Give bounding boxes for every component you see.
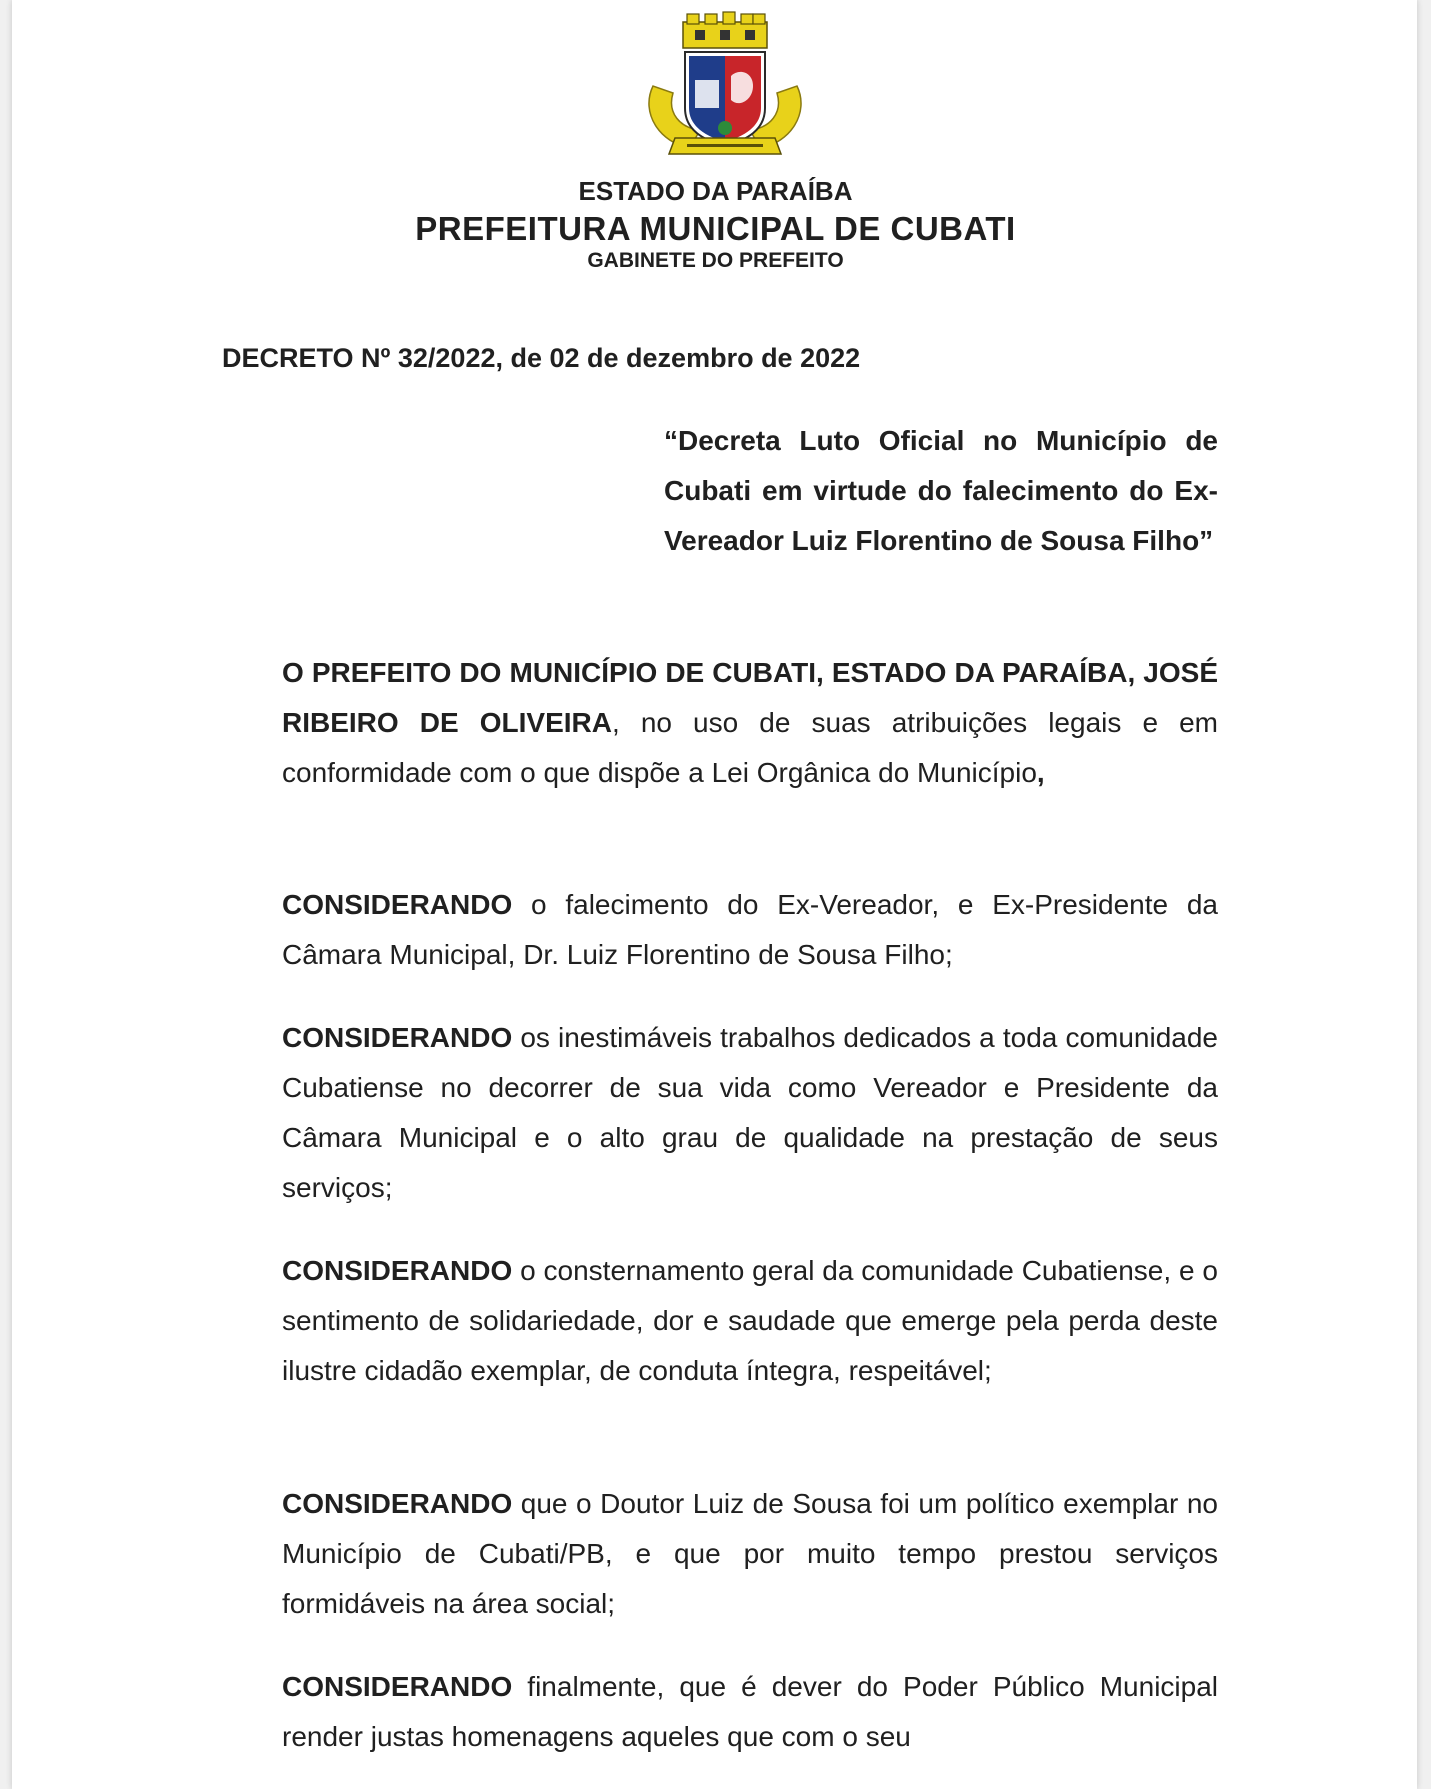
- considerando-keyword: CONSIDERANDO: [282, 1255, 513, 1286]
- considerando-text: o falecimento do Ex-Vereador, e Ex-Presidente da Câmara Municipal, Dr. Luiz Florentino de Sousa Filho;: [282, 889, 1218, 970]
- intro-end: ,: [1036, 757, 1045, 788]
- considerando-paragraph: [282, 1479, 1218, 1629]
- decree-title: DECRETO Nº 32/2022, de 02 de dezembro de 2022: [222, 343, 861, 373]
- considerando-keyword: CONSIDERANDO: [282, 1488, 513, 1519]
- decree-ementa: “Decreta Luto Oficial no Município de Cubati em virtude do falecimento do Ex-Vereador Luiz Florentino de Sousa Filho”: [664, 425, 1218, 556]
- intro-bold-text: O PREFEITO DO MUNICÍPIO DE CUBATI, ESTADO DA PARAÍBA, JOSÉ RIBEIRO DE OLIVEIRA: [282, 657, 1218, 738]
- considerando-paragraph: [282, 1246, 1218, 1396]
- considerando-text: os inestimáveis trabalhos dedicados a toda comunidade Cubatiense no decorrer de sua vida como Vereador e Presidente da Câmara Municipal e o alto grau de qualidade na prestação de seus serviços;: [282, 1022, 1218, 1203]
- prefecture-heading: PREFEITURA MUNICIPAL DE CUBATI: [415, 210, 1016, 247]
- considerando-keyword: CONSIDERANDO: [282, 889, 513, 920]
- coat-of-arms-icon: [635, 8, 815, 168]
- considerando-text: finalmente, que é dever do Poder Público Municipal render justas homenagens aqueles que com o seu: [282, 1671, 1218, 1752]
- office-heading: GABINETE DO PREFEITO: [587, 249, 844, 272]
- considerando-text: o consternamento geral da comunidade Cubatiense, e o sentimento de solidariedade, dor e saudade que emerge pela perda deste ilustre cidadão exemplar, de conduta íntegra, respeitável;: [282, 1255, 1218, 1386]
- considerando-paragraph: [282, 1662, 1218, 1762]
- considerando-paragraph: [282, 1013, 1218, 1213]
- considerando-keyword: CONSIDERANDO: [282, 1671, 513, 1702]
- intro-paragraph: [282, 648, 1218, 798]
- considerando-paragraph: [282, 880, 1218, 980]
- considerando-keyword: CONSIDERANDO: [282, 1022, 513, 1053]
- intro-text: , no uso de suas atribuições legais e em conformidade com o que dispõe a Lei Orgânica do Município: [282, 707, 1218, 788]
- considerando-text: que o Doutor Luiz de Sousa foi um político exemplar no Município de Cubati/PB, e que por muito tempo prestou serviços formidáveis na área social;: [282, 1488, 1218, 1619]
- state-heading: ESTADO DA PARAÍBA: [578, 176, 853, 206]
